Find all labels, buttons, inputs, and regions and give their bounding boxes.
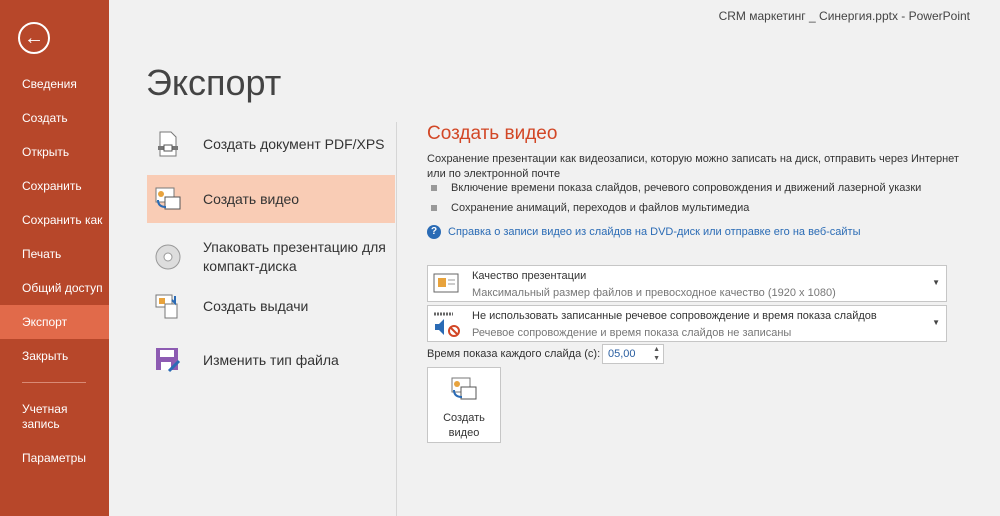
save-as-icon [155,347,181,373]
help-link[interactable] [427,225,861,239]
sidebar-item-new[interactable]: Создать [22,111,68,125]
option-label: Создать видео [203,191,300,207]
backstage-sidebar [0,0,109,516]
bullet-text: Сохранение анимаций, переходов и файлов мультимедиа [451,202,750,214]
narration-title: Не использовать записанные речевое сопровождение и время показа слайдов [472,310,877,322]
bullet-icon [431,185,437,191]
bullet-icon [431,205,437,211]
sidebar-item-share[interactable]: Общий доступ [22,281,103,295]
quality-subtitle: Максимальный размер файлов и превосходное качество (1920 x 1080) [472,287,836,299]
video-icon [155,186,181,212]
bullet-item [427,182,921,194]
no-narration-icon [433,312,459,336]
page-title: Экспорт [146,62,282,103]
help-link-text: Справка о записи видео из слайдов на DVD-диск или отправке его на веб-сайты [448,226,861,238]
back-button[interactable] [18,22,50,54]
sidebar-item-options[interactable]: Параметры [22,451,86,465]
video-icon [428,376,500,407]
cd-icon [155,244,181,270]
spinner-arrows-icon[interactable]: ▲ ▼ [653,346,660,362]
option-label: Создать выдачи [203,298,309,314]
narration-dropdown[interactable] [427,305,947,342]
sidebar-item-close[interactable]: Закрыть [22,349,69,363]
slide-time-label: Время показа каждого слайда (с): [427,348,601,360]
arrow-left-icon: ← [24,26,44,49]
option-label: Изменить тип файла [203,352,339,368]
option-create-pdf[interactable] [147,120,395,168]
option-label: Создать документ PDF/XPS [203,136,385,152]
sidebar-item-save-as[interactable]: Сохранить как [22,213,103,227]
section-title: Создать видео [427,123,558,144]
chevron-down-icon: ▼ [932,278,940,287]
sidebar-item-open[interactable]: Открыть [22,145,70,159]
sidebar-item-info[interactable]: Сведения [22,77,77,91]
bullet-text: Включение времени показа слайдов, речевого сопровождения и движений лазерной указки [451,182,922,194]
help-icon: ? [427,225,441,239]
slide-time-value: 05,00 [608,348,636,360]
presentation-quality-icon [433,272,459,296]
pdf-document-icon [155,131,181,157]
quality-title: Качество презентации [472,270,587,282]
option-label: Упаковать презентацию для компакт-диска [203,239,386,274]
sidebar-item-account[interactable]: Учетная запись [22,402,68,431]
sidebar-item-save[interactable]: Сохранить [22,179,82,193]
section-description: Сохранение презентации как видеозаписи, которую можно записать на диск, отправить через Интернет или по электронной почте [427,153,959,180]
quality-dropdown[interactable] [427,265,947,302]
create-video-label: Создать видео [443,412,485,439]
option-package-cd[interactable] [147,228,395,286]
chevron-down-icon: ▼ [932,318,940,327]
narration-subtitle: Речевое сопровождение и время показа слайдов не записаны [472,327,792,339]
window-title: CRM маркетинг _ Синергия.pptx - PowerPoint [718,9,970,23]
sidebar-item-export[interactable]: Экспорт [0,305,109,339]
option-change-file-type[interactable] [147,336,395,384]
create-video-button[interactable] [427,367,501,443]
slide-time-spinner[interactable] [602,344,664,364]
option-create-handouts[interactable] [147,282,395,330]
handouts-icon [155,293,181,319]
sidebar-item-print[interactable]: Печать [22,247,62,261]
bullet-item [427,202,749,214]
option-create-video[interactable] [147,175,395,223]
sidebar-divider [22,382,86,383]
divider [396,122,397,516]
